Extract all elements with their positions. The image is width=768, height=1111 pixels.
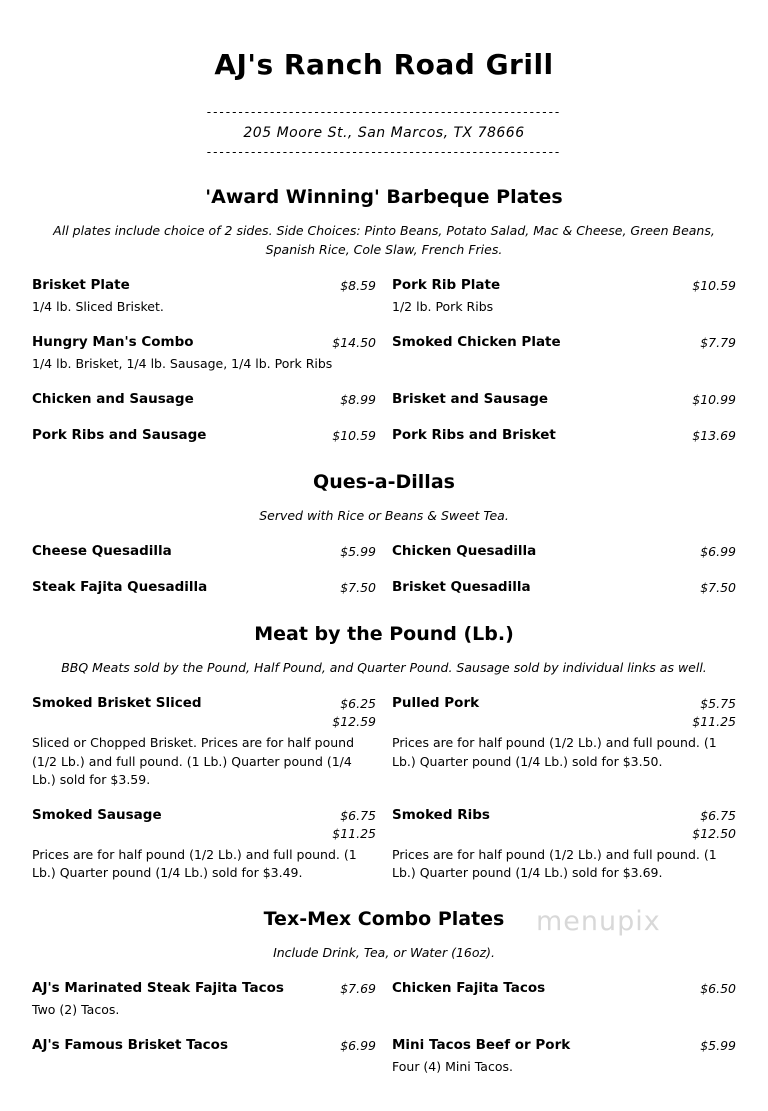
divider-bottom: -------------------------------------------------------- xyxy=(206,144,562,159)
restaurant-address: 205 Moore St., San Marcos, TX 78666 xyxy=(243,124,525,141)
item-name: Smoked Chicken Plate xyxy=(392,333,561,350)
item-price: $10.99 xyxy=(692,392,736,408)
section-items xyxy=(32,276,736,446)
item-description: 1/4 lb. Brisket, 1/4 lb. Sausage, 1/4 lb. Pork Ribs xyxy=(32,356,333,372)
item-head xyxy=(32,578,376,597)
menu-item xyxy=(392,390,736,409)
item-name: Smoked Brisket Sliced xyxy=(32,695,202,712)
item-head xyxy=(32,390,376,409)
menu-item xyxy=(32,806,376,883)
menu-item xyxy=(392,542,736,561)
item-head xyxy=(392,276,736,295)
item-description: 1/2 lb. Pork Ribs xyxy=(392,298,494,314)
item-description: 1/4 lb. Sliced Brisket. xyxy=(32,298,164,314)
item-price-half-pound: $5.75 xyxy=(700,696,736,712)
item-head xyxy=(392,806,736,843)
item-description: Prices are for half pound (1/2 Lb.) and full pound. (1 Lb.) Quarter pound (1/4 Lb.) sold for $3.49. xyxy=(32,847,357,881)
item-head xyxy=(392,390,736,409)
item-name: Hungry Man's Combo xyxy=(32,333,194,350)
section-ques-a-dillas xyxy=(32,471,736,597)
item-price: $13.69 xyxy=(692,428,736,444)
item-head xyxy=(392,426,736,445)
item-head xyxy=(32,1036,376,1055)
divider-top: -------------------------------------------------------- xyxy=(206,105,562,119)
section-meat-by-the-pound xyxy=(32,623,736,882)
restaurant-name: AJ's Ranch Road Grill xyxy=(214,48,554,81)
item-price: $5.99 xyxy=(700,1038,736,1054)
menu-item xyxy=(32,390,376,409)
menu-item xyxy=(392,276,736,316)
item-name: Chicken Fajita Tacos xyxy=(392,980,546,997)
item-head xyxy=(32,276,376,295)
item-head xyxy=(392,979,736,998)
section-items xyxy=(32,694,736,882)
menu-item xyxy=(392,694,736,789)
item-name: Pork Ribs and Brisket xyxy=(392,427,556,444)
item-price: $10.59 xyxy=(692,277,736,293)
item-name: Steak Fajita Quesadilla xyxy=(32,579,208,596)
item-name: Brisket Plate xyxy=(32,276,130,293)
section-items xyxy=(32,542,736,597)
item-head xyxy=(392,578,736,597)
menu-item xyxy=(32,276,376,316)
menu-item xyxy=(392,1036,736,1076)
section-note: BBQ Meats sold by the Pound, Half Pound, and Quarter Pound. Sausage sold by individual links as well. xyxy=(61,660,707,676)
item-price-half-pound: $6.75 xyxy=(340,807,376,823)
section-tex-mex-combo-plates xyxy=(32,908,736,1076)
item-head xyxy=(392,694,736,731)
menupix-watermark: menupix xyxy=(536,906,661,937)
item-name: Cheese Quesadilla xyxy=(32,543,172,560)
item-name: Chicken Quesadilla xyxy=(392,543,537,560)
item-price-full-pound: $11.25 xyxy=(692,714,736,730)
section-barbeque-plates xyxy=(32,186,736,445)
item-price: $10.59 xyxy=(332,428,376,444)
item-description: Two (2) Tacos. xyxy=(32,1002,120,1018)
section-note: All plates include choice of 2 sides. Side Choices: Pinto Beans, Potato Salad, Mac & Cheese, Green Beans, Spanish Rice, Cole Slaw, French Fries. xyxy=(53,223,715,257)
item-price: $6.99 xyxy=(340,1038,376,1054)
item-price: $7.79 xyxy=(700,334,736,350)
item-head xyxy=(392,542,736,561)
item-name: Smoked Sausage xyxy=(32,806,162,823)
section-title: Tex-Mex Combo Plates xyxy=(263,908,505,931)
section-note: Served with Rice or Beans & Sweet Tea. xyxy=(259,508,509,524)
item-price: $6.50 xyxy=(700,981,736,997)
item-price-half-pound: $6.25 xyxy=(340,696,376,712)
menu-item xyxy=(392,333,736,373)
item-price: $7.50 xyxy=(340,580,376,596)
item-price: $7.50 xyxy=(700,580,736,596)
item-head xyxy=(392,1036,736,1055)
menu-item xyxy=(32,694,376,789)
item-price: $5.99 xyxy=(340,544,376,560)
item-description: Four (4) Mini Tacos. xyxy=(392,1059,513,1075)
item-price: $14.50 xyxy=(332,334,376,350)
item-head xyxy=(32,333,376,352)
item-head xyxy=(32,426,376,445)
menu-item xyxy=(32,1036,376,1076)
item-description: Sliced or Chopped Brisket. Prices are for half pound (1/2 Lb.) and full pound. (1 Lb.) Quarter pound (1/4 Lb.) sold for $3.59. xyxy=(32,735,355,787)
menu-item xyxy=(32,578,376,597)
item-price: $6.99 xyxy=(700,544,736,560)
menu-item xyxy=(32,426,376,445)
item-name: Chicken and Sausage xyxy=(32,391,194,408)
item-name: Pork Rib Plate xyxy=(392,276,501,293)
item-price-half-pound: $6.75 xyxy=(700,807,736,823)
item-price: $7.69 xyxy=(340,981,376,997)
item-head xyxy=(32,694,376,731)
item-head xyxy=(32,806,376,843)
address-block xyxy=(32,105,736,160)
item-name: Smoked Ribs xyxy=(392,806,490,823)
item-name: Brisket and Sausage xyxy=(392,391,549,408)
item-name: Brisket Quesadilla xyxy=(392,579,531,596)
item-price xyxy=(332,694,376,731)
menu-item xyxy=(32,979,376,1019)
item-name: AJ's Marinated Steak Fajita Tacos xyxy=(32,980,284,997)
menu-item xyxy=(392,979,736,1019)
section-note: Include Drink, Tea, or Water (16oz). xyxy=(273,945,495,961)
item-name: AJ's Famous Brisket Tacos xyxy=(32,1037,228,1054)
section-title: 'Award Winning' Barbeque Plates xyxy=(205,186,563,209)
item-price: $8.99 xyxy=(340,392,376,408)
item-price: $8.59 xyxy=(340,277,376,293)
menu-item xyxy=(392,806,736,883)
section-title: Meat by the Pound (Lb.) xyxy=(254,623,514,646)
item-head xyxy=(392,333,736,352)
section-items xyxy=(32,979,736,1077)
item-price xyxy=(692,806,736,843)
item-head xyxy=(32,979,376,998)
menu-item xyxy=(32,542,376,561)
item-price-full-pound: $11.25 xyxy=(332,825,376,841)
item-name: Mini Tacos Beef or Pork xyxy=(392,1037,571,1054)
menu-item xyxy=(32,333,376,373)
item-head xyxy=(32,542,376,561)
item-price xyxy=(332,806,376,843)
item-name: Pulled Pork xyxy=(392,695,480,712)
item-description: Prices are for half pound (1/2 Lb.) and full pound. (1 Lb.) Quarter pound (1/4 Lb.) sold for $3.50. xyxy=(392,735,717,769)
menu-item xyxy=(392,426,736,445)
item-price-full-pound: $12.50 xyxy=(692,825,736,841)
item-price xyxy=(692,694,736,731)
item-name: Pork Ribs and Sausage xyxy=(32,427,207,444)
menu-item xyxy=(392,578,736,597)
item-description: Prices are for half pound (1/2 Lb.) and full pound. (1 Lb.) Quarter pound (1/4 Lb.) sold for $3.69. xyxy=(392,847,717,881)
section-title: Ques-a-Dillas xyxy=(313,471,455,494)
item-price-full-pound: $12.59 xyxy=(332,714,376,730)
